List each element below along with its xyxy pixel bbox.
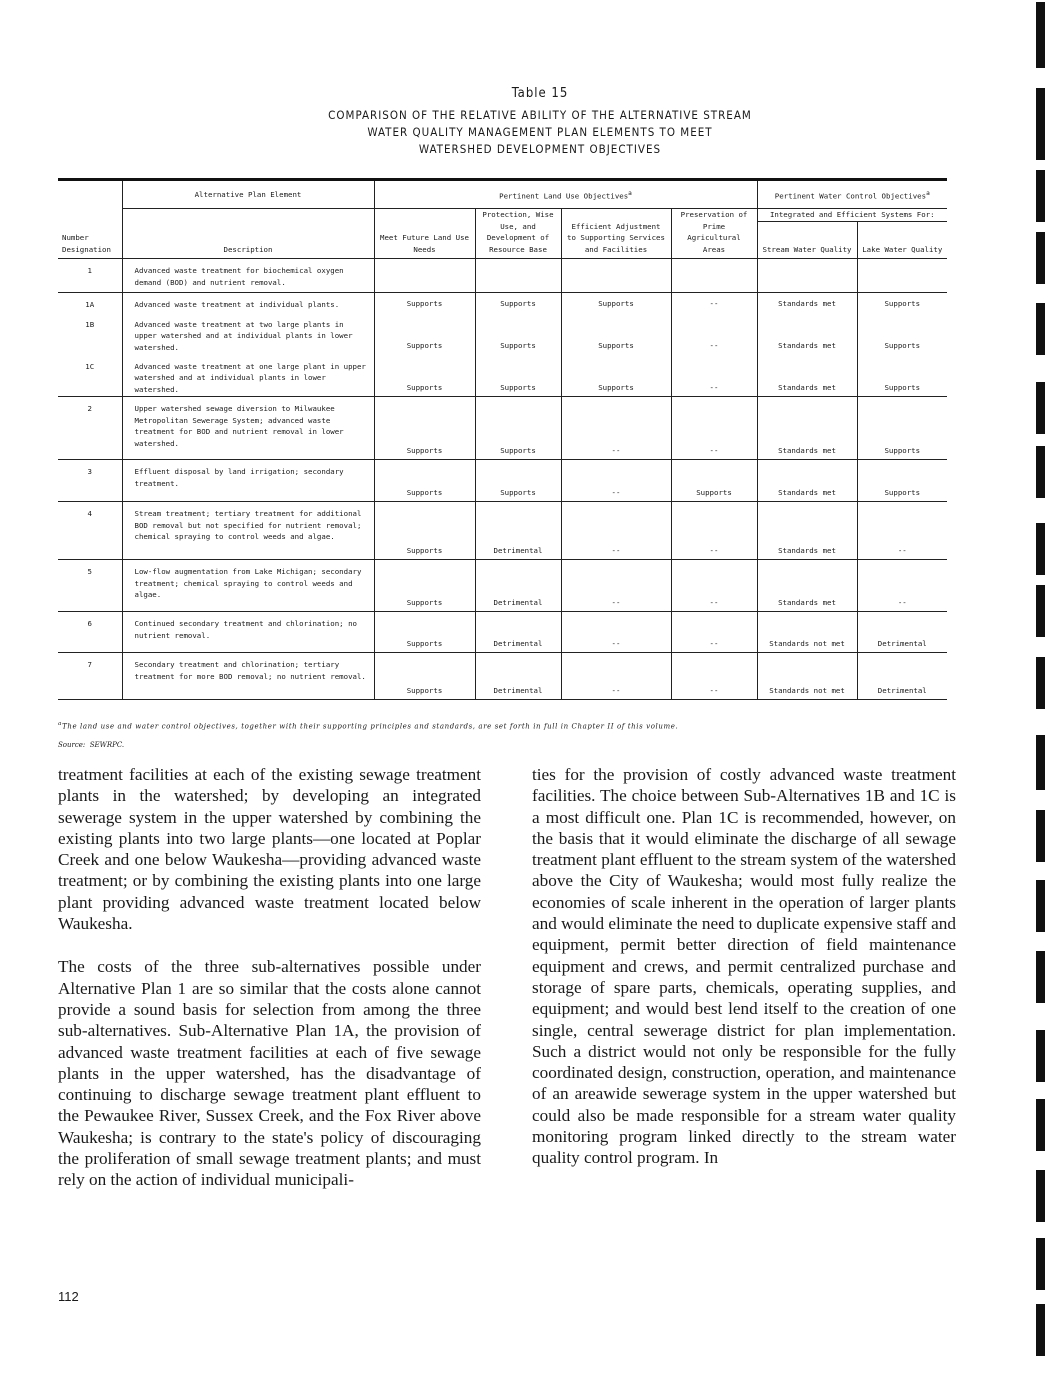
edge-mark [1036,1238,1045,1290]
cell-lake: Supports [857,397,947,460]
table-title-block [200,86,880,158]
cell-meet: Supports [374,560,475,612]
cell-efficient: Supports [561,313,671,355]
cell-efficient: Supports [561,355,671,397]
cell-stream: Standards met [757,293,857,313]
cell-protection: Supports [475,355,561,397]
cell-description: Advanced waste treatment at one large plant in upper watershed and at individual plants in lower watershed. [122,355,374,397]
edge-mark [1036,1099,1045,1151]
table-title-line-3: WATERSHED DEVELOPMENT OBJECTIVES [418,142,662,156]
cell-efficient: -- [561,460,671,502]
cell-preservation: -- [671,313,757,355]
edge-mark [1036,735,1045,790]
cell-lake [857,259,947,293]
table-row [58,293,947,313]
cell-lake: Supports [857,355,947,397]
cell-stream: Standards met [757,560,857,612]
table-row [58,560,947,612]
source-label: Source: [58,741,86,749]
body-paragraph: The costs of the three sub-alternatives possible under Alternative Plan 1 are so similar that the costs alone cannot provide a sound basis for selection from among the three sub-alternatives. Sub-Alternative Plan 1A, the provision of advanced waste treatment facilities at each of five sewage plants in the upper watershed, has the disadvantage of continuing to discharge sewage treatment plant effluent to the Pewaukee River, Sussex Creek, and the Fox River above Waukesha; is contrary to the state's policy of discouraging the proliferation of small sewage treatment plants; and must rely on the action of individual municipali- [58,957,481,1190]
footnote-mark: a [628,189,632,197]
cell-number: 3 [87,467,92,476]
cell-protection: Detrimental [475,612,561,653]
cell-stream: Standards met [757,313,857,355]
cell-description: Effluent disposal by land irrigation; secondary treatment. [122,460,374,502]
edge-mark [1036,2,1045,68]
cell-description: Stream treatment; tertiary treatment for additional BOD removal but not specified for nutrient removal; chemical spraying to control weeds and algae. [122,502,374,560]
table-title-line-1: COMPARISON OF THE RELATIVE ABILITY OF THE ALTERNATIVE STREAM [328,108,752,122]
table-label: Table 15 [511,86,569,101]
cell-preservation: Supports [671,460,757,502]
table-row [58,259,947,293]
cell-number: 4 [87,509,92,518]
header-alternative-plan-element: Alternative Plan Element [122,180,374,209]
header-land-use-text: Pertinent Land Use Objectives [499,190,629,200]
cell-efficient: -- [561,612,671,653]
cell-stream [757,259,857,293]
cell-description: Advanced waste treatment at two large plants in upper watershed and at individual plants in lower watershed. [122,313,374,355]
table-body [58,259,947,700]
cell-efficient: -- [561,502,671,560]
cell-stream: Standards met [757,502,857,560]
cell-meet [374,259,475,293]
cell-description: Advanced waste treatment for biochemical oxygen demand (BOD) and nutrient removal. [122,259,374,293]
table-source [58,741,124,749]
cell-meet: Supports [374,313,475,355]
cell-lake: Detrimental [857,612,947,653]
header-water-control-objectives [757,180,947,209]
cell-protection: Detrimental [475,653,561,700]
cell-lake: Detrimental [857,653,947,700]
cell-protection: Supports [475,460,561,502]
cell-number: 2 [87,404,92,413]
cell-number: 6 [87,619,92,628]
header-integrated-systems: Integrated and Efficient Systems For: [757,209,947,222]
table-row [58,355,947,397]
header-stream-water-quality: Stream Water Quality [757,222,857,259]
cell-preservation: -- [671,612,757,653]
cell-preservation: -- [671,560,757,612]
edge-mark [1036,232,1045,284]
cell-protection: Supports [475,313,561,355]
edge-mark [1036,585,1045,637]
body-paragraph: ties for the provision of costly advanced waste treatment facilities. The choice between Sub-Alternatives 1B and 1C is a most difficult one. Plan 1C is recommended, however, on the basis that it would eliminate the discharge of all sewage treatment plant effluent to the stream system of the watershed above the City of Waukesha; would most fully realize the economies of scale inherent in the operation of larger plants and would eliminate the need to duplicate expensive staff and equipment, permit better direction of field maintenance equipment and crews, and permit centralized purchase and storage of spare parts, chemicals, operating supplies, and equipment; and would best lend itself to the creation of one single, central sewerage district for plan implementation. Such a district would not only be responsible for the fully coordinated design, construction, operation, and maintenance of an areawide sewerage system in the upper watershed but could also be made responsible for a stream water quality monitoring program linked directly to the stream water quality control program. In [532,765,956,1168]
cell-protection: Supports [475,397,561,460]
cell-lake: -- [857,560,947,612]
cell-preservation: -- [671,355,757,397]
footnote-text: The land use and water control objectives, together with their supporting principles and standards, are set forth in full in Chapter II of this volume. [62,722,679,731]
header-water-control-text: Pertinent Water Control Objectives [774,190,927,200]
cell-stream: Standards met [757,355,857,397]
edge-mark [1036,523,1045,575]
cell-preservation: -- [671,293,757,313]
cell-efficient: -- [561,653,671,700]
cell-preservation [671,259,757,293]
edge-mark [1036,1030,1045,1082]
header-number-designation: Number Designation [62,233,111,254]
cell-meet: Supports [374,460,475,502]
table-row [58,502,947,560]
cell-efficient [561,259,671,293]
table-row [58,653,947,700]
cell-number: 1 [87,266,92,275]
table-row [58,397,947,460]
edge-mark [1036,170,1045,222]
cell-preservation: -- [671,653,757,700]
cell-efficient: -- [561,560,671,612]
cell-lake: Supports [857,293,947,313]
header-preservation-agricultural: Preservation of Prime Agricultural Areas [671,209,757,259]
edge-mark [1036,880,1045,932]
table-row [58,313,947,355]
header-land-use-objectives [374,180,757,209]
body-column-right [532,764,956,1169]
table-row [58,460,947,502]
table-footnote [58,721,678,730]
cell-stream: Standards met [757,397,857,460]
table-header [58,180,947,259]
header-efficient-adjustment: Efficient Adjustment to Supporting Services and Facilities [561,209,671,259]
cell-preservation: -- [671,502,757,560]
cell-lake: Supports [857,460,947,502]
cell-meet: Supports [374,653,475,700]
body-paragraph: treatment facilities at each of the existing sewage treatment plants in the watershed; by developing an integrated sewerage system in the upper watershed by combining the existing plants into two large plants—one located at Poplar Creek and one below Waukesha—providing advanced waste treatment; or by combining the existing plants into one large plant providing advanced waste treatment located below Waukesha. [58,765,481,934]
edge-mark [1036,1304,1045,1356]
cell-lake: -- [857,502,947,560]
cell-preservation: -- [671,397,757,460]
edge-mark [1036,1170,1045,1222]
cell-protection [475,259,561,293]
header-meet-future-land-use: Meet Future Land Use Needs [374,209,475,259]
cell-description: Secondary treatment and chlorination; tertiary treatment for more BOD removal; no nutrient removal. [122,653,374,700]
cell-number: 1A [85,300,95,309]
cell-protection: Supports [475,293,561,313]
cell-stream: Standards met [757,460,857,502]
page-number: 112 [58,1289,79,1304]
cell-meet: Supports [374,397,475,460]
edge-mark [1036,810,1045,862]
edge-mark [1036,951,1045,1003]
edge-mark [1036,657,1045,709]
cell-number: 1C [85,361,95,371]
cell-meet: Supports [374,612,475,653]
edge-mark [1036,446,1045,498]
cell-meet: Supports [374,293,475,313]
cell-protection: Detrimental [475,560,561,612]
cell-description: Continued secondary treatment and chlorination; no nutrient removal. [122,612,374,653]
cell-efficient: Supports [561,293,671,313]
cell-description: Upper watershed sewage diversion to Milwaukee Metropolitan Sewerage System; advanced waste treatment for BOD and nutrient removal in lower watershed. [122,397,374,460]
header-protection-resource-base: Protection, Wise Use, and Development of Resource Base [475,209,561,259]
header-lake-water-quality: Lake Water Quality [857,222,947,259]
edge-mark [1036,303,1045,355]
table-title-line-2: WATER QUALITY MANAGEMENT PLAN ELEMENTS TO MEET [367,125,713,139]
table-row [58,612,947,653]
cell-stream: Standards not met [757,612,857,653]
cell-description: Low-flow augmentation from Lake Michigan; secondary treatment; chemical spraying to control weeds and algae. [122,560,374,612]
cell-stream: Standards not met [757,653,857,700]
header-description: Description [122,209,374,259]
footnote-mark: a [926,189,930,197]
edge-mark [1036,382,1045,434]
cell-number: 7 [87,660,92,669]
body-column-left [58,764,481,1191]
footnote-mark: a [58,721,63,727]
source-value: SEWRPC. [89,741,125,749]
cell-protection: Detrimental [475,502,561,560]
cell-efficient: -- [561,397,671,460]
cell-lake: Supports [857,313,947,355]
edge-mark [1036,88,1045,160]
cell-meet: Supports [374,502,475,560]
cell-meet: Supports [374,355,475,397]
cell-description: Advanced waste treatment at individual plants. [122,293,374,313]
cell-number: 1B [85,319,95,329]
comparison-table [58,178,947,700]
cell-number: 5 [87,567,92,576]
